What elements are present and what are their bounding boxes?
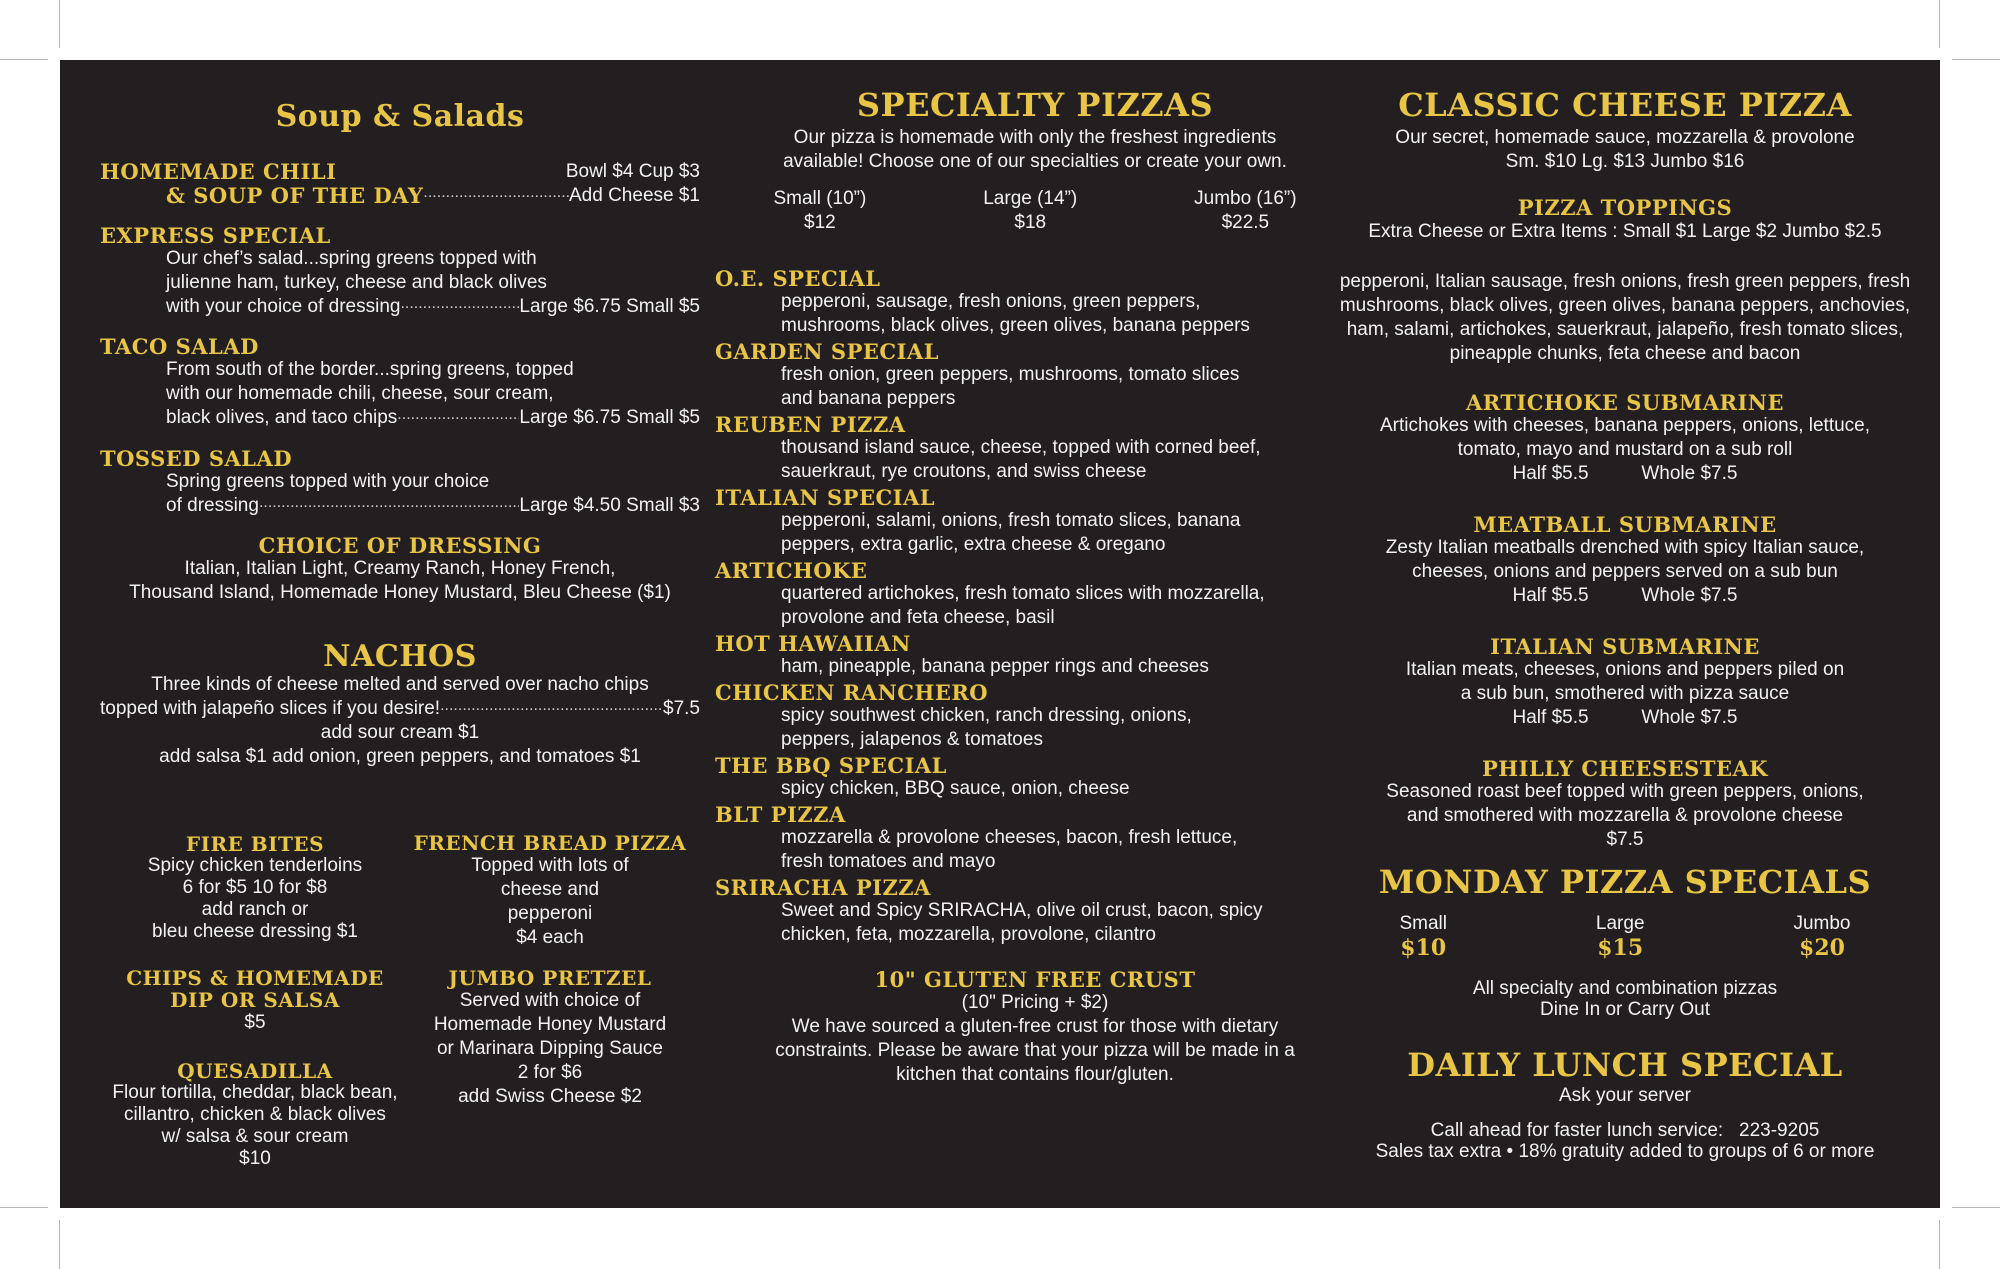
specialty-title: SPECIALTY PIZZAS [856, 86, 1214, 124]
monday-small: Small $10 [1399, 913, 1447, 961]
crop-mark [59, 1220, 60, 1269]
monday-notes [1325, 978, 1925, 1020]
pizza-name: THE BBQ SPECIAL [715, 753, 947, 778]
pizza-name: ITALIAN SPECIAL [715, 485, 936, 510]
pizza-desc: thousand island sauce, cheese, topped with corned beef, [781, 437, 1261, 459]
sub-desc: tomato, mayo and mustard on a sub roll [1457, 439, 1793, 461]
monday-sizes [1325, 912, 1925, 960]
pizza-item [715, 754, 1355, 803]
sub-price: $7.5 [1606, 829, 1644, 851]
french-bread-price: $4 each [516, 927, 584, 948]
monday-note: Dine In or Carry Out [1540, 999, 1710, 1020]
quesadilla-section [100, 1060, 410, 1170]
dot-leader [440, 697, 663, 721]
nachos-desc: topped with jalapeño slices if you desire! [100, 698, 441, 719]
nachos-desc: Three kinds of cheese melted and served over nacho chips [151, 674, 649, 695]
pizza-desc: mushrooms, black olives, green olives, banana peppers [781, 315, 1250, 337]
dressing-title: CHOICE OF DRESSING [258, 533, 542, 558]
sub-desc: cheeses, onions and peppers served on a sub bun [1412, 561, 1838, 583]
gluten-free-desc: kitchen that contains flour/gluten. [896, 1064, 1174, 1086]
tossed-name: TOSSED SALAD [100, 446, 293, 471]
artichoke-sub-section [1325, 391, 1925, 486]
french-bread-desc: cheese and [500, 879, 600, 900]
pizza-desc: ham, pineapple, banana pepper rings and cheeses [781, 656, 1209, 678]
size-large: Large (14”) $18 [983, 188, 1078, 233]
pretzel-section [400, 967, 700, 1109]
quesadilla-desc: Flour tortilla, cheddar, black bean, [112, 1082, 398, 1103]
toppings-prices: Extra Cheese or Extra Items : Small $1 Large $2 Jumbo $2.5 [1368, 221, 1882, 242]
quesadilla-desc: cillantro, chicken & black olives [124, 1104, 386, 1125]
nachos-section [100, 640, 700, 769]
pizza-item [715, 559, 1355, 632]
chili-prices: Bowl $4 Cup $3 [565, 161, 700, 182]
fire-bites-desc: bleu cheese dressing $1 [152, 921, 358, 942]
specialty-intro: Our pizza is homemade with only the freshest ingredients [793, 127, 1277, 148]
pizza-item [715, 486, 1355, 559]
monday-note: All specialty and combination pizzas [1472, 978, 1778, 999]
italian-sub-section [1325, 635, 1925, 730]
sub-desc: Seasoned roast beef topped with green peppers, onions, [1386, 781, 1864, 803]
chili-name: HOMEMADE CHILI [100, 159, 337, 184]
fire-bites-desc: add ranch or [201, 899, 309, 920]
meatball-sub-section [1325, 513, 1925, 608]
pizza-name: O.E. SPECIAL [715, 266, 881, 291]
pizza-item [715, 267, 1355, 340]
toppings-title: PIZZA TOPPINGS [1517, 195, 1733, 220]
monday-jumbo: Jumbo $20 [1793, 913, 1851, 961]
express-name: EXPRESS SPECIAL [100, 223, 331, 248]
crop-mark [59, 0, 60, 48]
pizza-name: HOT HAWAIIAN [715, 631, 911, 656]
gluten-free-section [715, 968, 1355, 1087]
sub-title: MEATBALL SUBMARINE [1473, 512, 1777, 537]
pizza-desc: quartered artichokes, fresh tomato slices with mozzarella, [781, 583, 1265, 605]
nachos-addon: add salsa $1 add onion, green peppers, and tomatoes $1 [159, 746, 641, 767]
pizza-name: REUBEN PIZZA [715, 412, 906, 437]
quesadilla-price: $10 [239, 1148, 271, 1169]
soup-name: & SOUP OF THE DAY [166, 183, 424, 208]
tossed-desc: of dressing [166, 495, 259, 517]
tossed-price: Large $4.50 Small $3 [519, 495, 700, 517]
sub-title: ARTICHOKE SUBMARINE [1466, 390, 1784, 415]
pizza-name: SRIRACHA PIZZA [715, 875, 931, 900]
fire-bites-price: 6 for $5 10 for $8 [182, 877, 328, 898]
express-desc: julienne ham, turkey, cheese and black olives [166, 272, 547, 294]
crop-mark [0, 59, 48, 60]
express-desc: with your choice of dressing [166, 296, 401, 318]
french-bread-title: FRENCH BREAD PIZZA [413, 831, 687, 855]
pizza-desc: fresh onion, green peppers, mushrooms, tomato slices [781, 364, 1240, 386]
sub-desc: Zesty Italian meatballs drenched with spicy Italian sauce, [1385, 537, 1865, 559]
dressing-section [100, 534, 700, 605]
pizza-desc: spicy chicken, BBQ sauce, onion, cheese [781, 778, 1130, 800]
gluten-free-desc: We have sourced a gluten-free crust for those with dietary [791, 1016, 1279, 1038]
crop-mark [1939, 1220, 1940, 1269]
pizza-desc: peppers, jalapenos & tomatoes [781, 729, 1043, 751]
toppings-line: pineapple chunks, feta cheese and bacon [1449, 343, 1801, 364]
fire-bites-title: FIRE BITES [185, 832, 325, 856]
tossed-desc: Spring greens topped with your choice [166, 471, 490, 493]
column-classic-cheese [1325, 60, 1925, 1208]
pizza-desc: pepperoni, salami, onions, fresh tomato slices, banana [781, 510, 1241, 532]
pizza-name: BLT PIZZA [715, 802, 846, 827]
dot-leader [259, 494, 519, 518]
taco-desc: black olives, and taco chips [166, 407, 398, 429]
column-specialty-pizzas [715, 60, 1355, 1208]
lunch-info [1325, 1120, 1925, 1162]
tossed-item [100, 447, 700, 518]
nachos-title: NACHOS [323, 639, 477, 674]
pretzel-addon: add Swiss Cheese $2 [458, 1086, 642, 1107]
crop-mark [1952, 1207, 2000, 1208]
menu-panel [60, 60, 1940, 1208]
french-bread-desc: Topped with lots of [471, 855, 629, 876]
monday-title: MONDAY PIZZA SPECIALS [1378, 863, 1872, 901]
lunch-title: DAILY LUNCH SPECIAL [1407, 1046, 1843, 1084]
chips-title: CHIPS & HOMEMADE [126, 966, 384, 990]
size-small: Small (10”) $12 [773, 188, 867, 233]
express-item [100, 224, 700, 319]
gluten-free-title: 10" GLUTEN FREE CRUST [874, 967, 1196, 992]
classic-prices: Sm. $10 Lg. $13 Jumbo $16 [1505, 151, 1745, 172]
fire-bites-desc: Spicy chicken tenderloins [147, 855, 363, 876]
crop-mark [0, 1207, 48, 1208]
chili-item [100, 160, 700, 208]
classic-desc: Our secret, homemade sauce, mozzarella & provolone [1395, 127, 1855, 148]
dressing-list: Thousand Island, Homemade Honey Mustard, Bleu Cheese ($1) [129, 582, 671, 604]
column-soups-salads [100, 60, 700, 1208]
taco-item [100, 335, 700, 430]
sub-title: PHILLY CHEESESTEAK [1481, 756, 1769, 781]
pizza-desc: provolone and feta cheese, basil [781, 607, 1055, 629]
french-bread-desc: pepperoni [507, 903, 593, 924]
gluten-free-pricing: (10" Pricing + $2) [961, 992, 1109, 1014]
lunch-phone: Call ahead for faster lunch service: 223-9205 [1430, 1120, 1820, 1141]
sub-desc: Italian meats, cheeses, onions and peppers piled on [1405, 659, 1845, 681]
lunch-tax: Sales tax extra • 18% gratuity added to groups of 6 or more [1375, 1141, 1875, 1162]
pizza-item [715, 632, 1355, 681]
dot-leader [397, 406, 519, 430]
taco-price: Large $6.75 Small $5 [519, 407, 700, 429]
pizza-desc: fresh tomatoes and mayo [781, 851, 996, 873]
pizza-name: ARTICHOKE [715, 558, 868, 583]
pizza-item [715, 413, 1355, 486]
french-bread-section [400, 832, 700, 950]
pizza-desc: peppers, extra garlic, extra cheese & oregano [781, 534, 1166, 556]
pizza-desc: Sweet and Spicy SRIRACHA, olive oil crust, bacon, spicy [781, 900, 1263, 922]
pizza-name: GARDEN SPECIAL [715, 339, 939, 364]
toppings-line: pepperoni, Italian sausage, fresh onions, fresh green peppers, fresh [1339, 271, 1911, 292]
pretzel-title: JUMBO PRETZEL [448, 966, 652, 990]
pizza-desc: sauerkraut, rye croutons, and swiss cheese [781, 461, 1147, 483]
chili-extra: Add Cheese $1 [569, 185, 700, 206]
toppings-line: ham, salami, artichokes, sauerkraut, jalapeño, fresh tomato slices, [1346, 319, 1904, 340]
crop-mark [1939, 0, 1940, 48]
quesadilla-desc: w/ salsa & sour cream [161, 1126, 349, 1147]
taco-desc: with our homemade chili, cheese, sour cream, [166, 383, 554, 405]
philly-section [1325, 757, 1925, 852]
sub-desc: a sub bun, smothered with pizza sauce [1460, 683, 1790, 705]
fire-bites-section [100, 833, 410, 943]
toppings-line: mushrooms, black olives, green olives, banana peppers, anchovies, [1339, 295, 1911, 316]
taco-name: TACO SALAD [100, 334, 259, 359]
chips-title: DIP OR SALSA [170, 988, 340, 1012]
taco-desc: From south of the border...spring greens, topped [166, 359, 574, 381]
dot-leader [400, 295, 519, 319]
classic-title: CLASSIC CHEESE PIZZA [1398, 86, 1852, 124]
pretzel-desc: Served with choice of [459, 990, 641, 1011]
sub-desc: Artichokes with cheeses, banana peppers, onions, lettuce, [1379, 415, 1871, 437]
nachos-addon: add sour cream $1 [320, 722, 480, 743]
crop-mark [1952, 59, 2000, 60]
quesadilla-title: QUESADILLA [177, 1059, 333, 1083]
toppings-list [1325, 270, 1925, 366]
specialty-intro: available! Choose one of our specialties or create your own. [783, 151, 1287, 172]
express-desc: Our chef’s salad...spring greens topped with [166, 248, 537, 270]
sub-title: ITALIAN SUBMARINE [1490, 634, 1760, 659]
pizza-item [715, 340, 1355, 413]
soup-salads-title: Soup & Salads [275, 99, 525, 134]
chips-section [100, 967, 410, 1035]
monday-large: Large $15 [1595, 913, 1645, 961]
pretzel-desc: Homemade Honey Mustard [433, 1014, 667, 1035]
gluten-free-desc: constraints. Please be aware that your pizza will be made in a [775, 1040, 1295, 1062]
pizza-desc: spicy southwest chicken, ranch dressing, onions, [781, 705, 1192, 727]
pizza-item [715, 803, 1355, 876]
pizza-item [715, 681, 1355, 754]
size-jumbo: Jumbo (16”) $22.5 [1194, 188, 1297, 233]
dressing-list: Italian, Italian Light, Creamy Ranch, Honey French, [184, 558, 616, 580]
pizza-name: CHICKEN RANCHERO [715, 680, 989, 705]
sub-price: Half $5.5 Whole $7.5 [1512, 707, 1738, 729]
pizza-desc: chicken, feta, mozzarella, provolone, cilantro [781, 924, 1156, 946]
dot-leader [423, 184, 569, 208]
pizza-desc: and banana peppers [781, 388, 956, 410]
sub-price: Half $5.5 Whole $7.5 [1512, 463, 1738, 485]
pizza-item [715, 876, 1355, 949]
pizza-desc: pepperoni, sausage, fresh onions, green peppers, [781, 291, 1201, 313]
lunch-note: Ask your server [1559, 1085, 1691, 1106]
pretzel-price: 2 for $6 [517, 1062, 583, 1083]
pretzel-desc: or Marinara Dipping Sauce [436, 1038, 663, 1059]
chips-price: $5 [244, 1012, 266, 1033]
specialty-sizes [715, 187, 1355, 235]
sub-desc: and smothered with mozzarella & provolone cheese [1406, 805, 1844, 827]
pizza-list [715, 267, 1355, 949]
nachos-price: $7.5 [663, 698, 700, 719]
pizza-desc: mozzarella & provolone cheeses, bacon, fresh lettuce, [781, 827, 1238, 849]
express-price: Large $6.75 Small $5 [519, 296, 700, 318]
sub-price: Half $5.5 Whole $7.5 [1512, 585, 1738, 607]
